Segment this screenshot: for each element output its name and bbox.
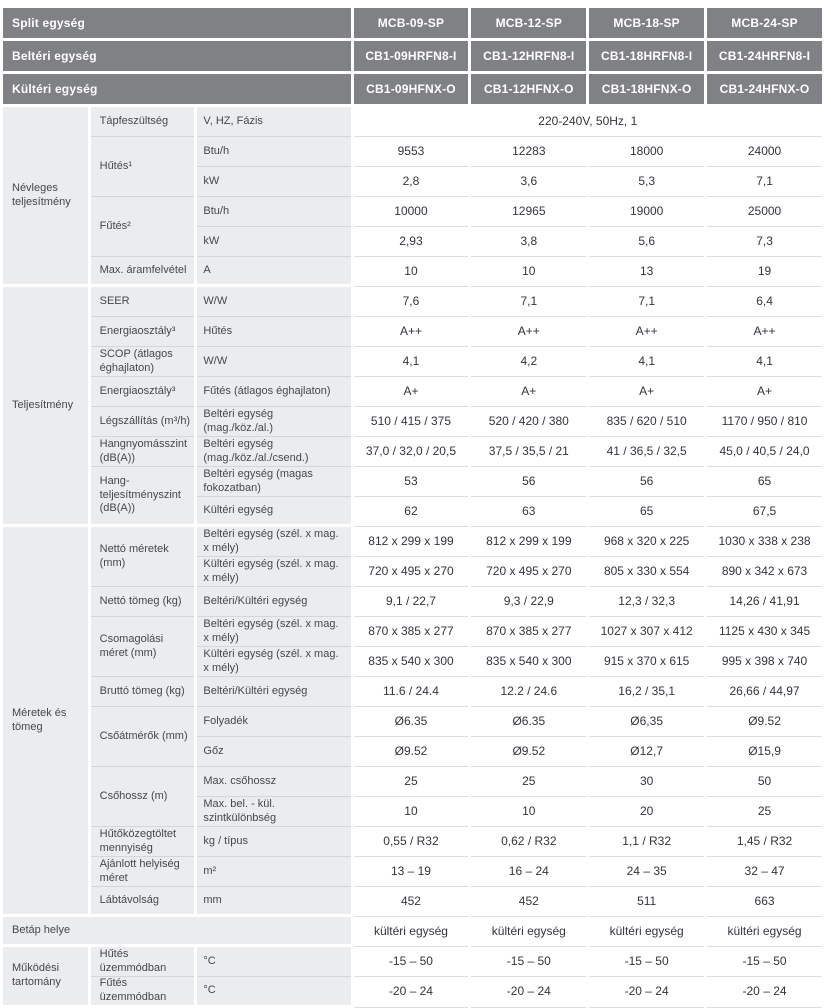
header-label: Beltéri egység	[3, 41, 351, 74]
unit-label: A	[197, 257, 350, 287]
value-cell: -20 – 24	[707, 977, 822, 1008]
spec-row	[3, 977, 822, 1008]
header-model: CB1-09HFNX-O	[354, 74, 469, 107]
spec-row	[3, 287, 822, 317]
value-cell: 4,1	[589, 347, 704, 377]
unit-label: kW	[197, 167, 350, 197]
value-cell: Ø9.52	[354, 737, 469, 767]
param-label: Bruttó tömeg (kg)	[91, 677, 195, 707]
param-label: Hűtés üzemmódban	[91, 947, 195, 977]
header-model: MCB-12-SP	[471, 8, 586, 41]
section-label: Teljesítmény	[3, 287, 88, 527]
param-label: Energiaosztály³	[91, 377, 195, 407]
header-model: CB1-18HFNX-O	[589, 74, 704, 107]
unit-label: Beltéri egység (mag./köz./al./csend.)	[197, 437, 350, 467]
value-cell: 3,8	[471, 227, 586, 257]
value-cell: -15 – 50	[354, 947, 469, 977]
value-cell: A+	[707, 377, 822, 407]
spec-row	[3, 707, 822, 737]
value-cell: kültéri egység	[707, 917, 822, 947]
value-cell: 0,55 / R32	[354, 827, 469, 857]
value-cell: -20 – 24	[589, 977, 704, 1008]
value-cell: 6,4	[707, 287, 822, 317]
spec-row	[3, 137, 822, 167]
value-cell: 835 x 540 x 300	[354, 647, 469, 677]
value-cell: 1027 x 307 x 412	[589, 617, 704, 647]
value-cell: 1170 / 950 / 810	[707, 407, 822, 437]
value-cell: 56	[471, 467, 586, 497]
unit-label: °C	[197, 977, 350, 1008]
value-cell: Ø12,7	[589, 737, 704, 767]
value-cell: 25	[354, 767, 469, 797]
param-label: Csomagolási méret (mm)	[91, 617, 195, 677]
value-cell: 67,5	[707, 497, 822, 527]
unit-label: Beltéri/Kültéri egység	[197, 677, 350, 707]
unit-label: W/W	[197, 347, 350, 377]
unit-label: V, HZ, Fázis	[197, 107, 350, 137]
value-cell: A++	[471, 317, 586, 347]
value-cell: 805 x 330 x 554	[589, 557, 704, 587]
unit-label: Beltéri egység (magas fokozatban)	[197, 467, 350, 497]
header-model: MCB-24-SP	[707, 8, 822, 41]
param-label: Hangnyomásszint (dB(A))	[91, 437, 195, 467]
value-cell: Ø6.35	[471, 707, 586, 737]
param-label: Csőhossz (m)	[91, 767, 195, 827]
value-cell: 720 x 495 x 270	[354, 557, 469, 587]
spec-row	[3, 317, 822, 347]
value-cell: 2,93	[354, 227, 469, 257]
header-model: MCB-18-SP	[589, 8, 704, 41]
value-cell: 45,0 / 40,5 / 24,0	[707, 437, 822, 467]
value-cell: 13	[589, 257, 704, 287]
value-cell: 53	[354, 467, 469, 497]
unit-label: m²	[197, 857, 350, 887]
value-cell: 4,1	[707, 347, 822, 377]
value-cell: 12283	[471, 137, 586, 167]
header-model: CB1-24HFNX-O	[707, 74, 822, 107]
value-cell: 3,6	[471, 167, 586, 197]
value-cell: 511	[589, 887, 704, 917]
value-cell: 10	[354, 797, 469, 827]
value-cell: kültéri egység	[589, 917, 704, 947]
section-label: Méretek és tömeg	[3, 527, 88, 917]
unit-label: Beltéri egység (szél. x mag. x mély)	[197, 617, 350, 647]
header-model: CB1-12HRFN8-I	[471, 41, 586, 74]
value-cell: 37,0 / 32,0 / 20,5	[354, 437, 469, 467]
unit-label: Kültéri egység	[197, 497, 350, 527]
spec-row	[3, 257, 822, 287]
spec-row	[3, 827, 822, 857]
value-cell: 12.2 / 24.6	[471, 677, 586, 707]
value-cell: 995 x 398 x 740	[707, 647, 822, 677]
spec-row	[3, 947, 822, 977]
value-cell: 24000	[707, 137, 822, 167]
param-label: Csőátmérők (mm)	[91, 707, 195, 767]
value-cell: kültéri egység	[471, 917, 586, 947]
spec-row	[3, 527, 822, 557]
value-cell: 19	[707, 257, 822, 287]
spec-row	[3, 677, 822, 707]
value-cell: 4,2	[471, 347, 586, 377]
value-cell: 13 – 19	[354, 857, 469, 887]
value-cell: 915 x 370 x 615	[589, 647, 704, 677]
value-cell: 9553	[354, 137, 469, 167]
value-cell: 510 / 415 / 375	[354, 407, 469, 437]
unit-label: Max. csőhossz	[197, 767, 350, 797]
value-cell: Ø15,9	[707, 737, 822, 767]
value-cell: 12965	[471, 197, 586, 227]
header-model: CB1-12HFNX-O	[471, 74, 586, 107]
unit-label: Fűtés (átlagos éghajlaton)	[197, 377, 350, 407]
value-cell: 25000	[707, 197, 822, 227]
param-label: Nettó tömeg (kg)	[91, 587, 195, 617]
param-label: Nettó méretek (mm)	[91, 527, 195, 587]
value-cell: -20 – 24	[354, 977, 469, 1008]
value-cell: 62	[354, 497, 469, 527]
param-label: Ajánlott helyiség méret	[91, 857, 195, 887]
value-cell: 1,1 / R32	[589, 827, 704, 857]
param-label: Energiaosztály³	[91, 317, 195, 347]
param-label: Tápfeszültség	[91, 107, 195, 137]
value-cell: 7,3	[707, 227, 822, 257]
value-cell: 25	[471, 767, 586, 797]
value-cell: 18000	[589, 137, 704, 167]
value-cell: 65	[589, 497, 704, 527]
header-model: CB1-24HRFN8-I	[707, 41, 822, 74]
value-cell: 63	[471, 497, 586, 527]
product-spec-table	[0, 8, 825, 1008]
value-cell: 663	[707, 887, 822, 917]
value-cell: 12,3 / 32,3	[589, 587, 704, 617]
value-cell: Ø6.35	[354, 707, 469, 737]
unit-label: Kültéri egység (szél. x mag. x mély)	[197, 647, 350, 677]
header-label: Kültéri egység	[3, 74, 351, 107]
value-cell: 812 x 299 x 199	[354, 527, 469, 557]
spec-row	[3, 767, 822, 797]
param-label: Hang-teljesítményszint (dB(A))	[91, 467, 195, 527]
value-cell: 2,8	[354, 167, 469, 197]
value-cell: 14,26 / 41,91	[707, 587, 822, 617]
value-cell: 520 / 420 / 380	[471, 407, 586, 437]
spec-row	[3, 347, 822, 377]
value-cell: 56	[589, 467, 704, 497]
value-cell: 30	[589, 767, 704, 797]
spec-row	[3, 587, 822, 617]
spec-row	[3, 197, 822, 227]
value-cell: A++	[589, 317, 704, 347]
param-label: Lábtávolság	[91, 887, 195, 917]
spec-row	[3, 107, 822, 137]
value-cell: Ø9.52	[707, 707, 822, 737]
param-label: Légszállítás (m³/h)	[91, 407, 195, 437]
header-row-outdoor	[3, 74, 822, 107]
value-cell: 890 x 342 x 673	[707, 557, 822, 587]
unit-label: °C	[197, 947, 350, 977]
header-row-indoor	[3, 41, 822, 74]
value-cell: 16,2 / 35,1	[589, 677, 704, 707]
unit-label: Btu/h	[197, 137, 350, 167]
value-cell: 1030 x 338 x 238	[707, 527, 822, 557]
header-label: Split egység	[3, 8, 351, 41]
value-cell: 10000	[354, 197, 469, 227]
value-cell: 16 – 24	[471, 857, 586, 887]
param-label: Fűtés²	[91, 197, 195, 257]
value-cell: 10	[471, 257, 586, 287]
value-cell: 7,1	[707, 167, 822, 197]
value-cell: 870 x 385 x 277	[354, 617, 469, 647]
value-cell: 9,1 / 22,7	[354, 587, 469, 617]
value-cell: 10	[354, 257, 469, 287]
value-cell: A+	[471, 377, 586, 407]
section-label: Névleges teljesítmény	[3, 107, 88, 287]
spec-row	[3, 887, 822, 917]
value-cell: -15 – 50	[471, 947, 586, 977]
value-cell: Ø9.52	[471, 737, 586, 767]
value-cell: A++	[707, 317, 822, 347]
param-label: SEER	[91, 287, 195, 317]
value-cell: 1,45 / R32	[707, 827, 822, 857]
value-cell: 835 / 620 / 510	[589, 407, 704, 437]
value-cell: 452	[354, 887, 469, 917]
value-cell: 65	[707, 467, 822, 497]
value-cell: 720 x 495 x 270	[471, 557, 586, 587]
value-cell: 50	[707, 767, 822, 797]
unit-label: kW	[197, 227, 350, 257]
value-cell: kültéri egység	[354, 917, 469, 947]
spec-row	[3, 437, 822, 467]
value-cell: 24 – 35	[589, 857, 704, 887]
value-cell: 26,66 / 44,97	[707, 677, 822, 707]
param-label: Hűtőközegtöltet mennyiség	[91, 827, 195, 857]
param-label: Max. áramfelvétel	[91, 257, 195, 287]
value-cell: Ø6,35	[589, 707, 704, 737]
param-label: Hűtés¹	[91, 137, 195, 197]
unit-label: Folyadék	[197, 707, 350, 737]
value-cell: 37,5 / 35,5 / 21	[471, 437, 586, 467]
spec-row	[3, 617, 822, 647]
unit-label: Beltéri egység (szél. x mag. x mély)	[197, 527, 350, 557]
value-cell: 5,3	[589, 167, 704, 197]
value-cell: 11.6 / 24.4	[354, 677, 469, 707]
value-cell: 25	[707, 797, 822, 827]
header-row-split	[3, 8, 822, 41]
value-cell: 812 x 299 x 199	[471, 527, 586, 557]
section-label: Működési tartomány	[3, 947, 88, 1008]
unit-label: Hűtés	[197, 317, 350, 347]
unit-label: Gőz	[197, 737, 350, 767]
section-label: Betáp helye	[3, 917, 351, 947]
value-cell: A+	[589, 377, 704, 407]
value-cell: 19000	[589, 197, 704, 227]
unit-label: Kültéri egység (szél. x mag. x mély)	[197, 557, 350, 587]
header-model: MCB-09-SP	[354, 8, 469, 41]
unit-label: Btu/h	[197, 197, 350, 227]
value-cell: 5,6	[589, 227, 704, 257]
value-cell: 452	[471, 887, 586, 917]
spec-row	[3, 377, 822, 407]
unit-label: W/W	[197, 287, 350, 317]
value-cell: A++	[354, 317, 469, 347]
value-cell: 4,1	[354, 347, 469, 377]
unit-label: Beltéri egység (mag./köz./al.)	[197, 407, 350, 437]
header-model: CB1-09HRFN8-I	[354, 41, 469, 74]
unit-label: Beltéri/Kültéri egység	[197, 587, 350, 617]
value-cell: 20	[589, 797, 704, 827]
value-cell: 968 x 320 x 225	[589, 527, 704, 557]
spec-row	[3, 917, 822, 947]
unit-label: Max. bel. - kül. szintkülönbség	[197, 797, 350, 827]
value-cell: 41 / 36,5 / 32,5	[589, 437, 704, 467]
value-cell: 32 – 47	[707, 857, 822, 887]
value-cell: 7,6	[354, 287, 469, 317]
value-cell: 870 x 385 x 277	[471, 617, 586, 647]
value-cell: 9,3 / 22,9	[471, 587, 586, 617]
value-cell: 10	[471, 797, 586, 827]
header-model: CB1-18HRFN8-I	[589, 41, 704, 74]
spec-row	[3, 857, 822, 887]
value-cell: -15 – 50	[707, 947, 822, 977]
value-cell: 7,1	[589, 287, 704, 317]
spec-row	[3, 407, 822, 437]
value-span: 220-240V, 50Hz, 1	[354, 107, 822, 137]
param-label: SCOP (átlagos éghajlaton)	[91, 347, 195, 377]
unit-label: kg / típus	[197, 827, 350, 857]
value-cell: -20 – 24	[471, 977, 586, 1008]
value-cell: 7,1	[471, 287, 586, 317]
unit-label: mm	[197, 887, 350, 917]
value-cell: -15 – 50	[589, 947, 704, 977]
value-cell: A+	[354, 377, 469, 407]
spec-row	[3, 467, 822, 497]
value-cell: 1125 x 430 x 345	[707, 617, 822, 647]
param-label: Fűtés üzemmódban	[91, 977, 195, 1008]
value-cell: 0,62 / R32	[471, 827, 586, 857]
value-cell: 835 x 540 x 300	[471, 647, 586, 677]
